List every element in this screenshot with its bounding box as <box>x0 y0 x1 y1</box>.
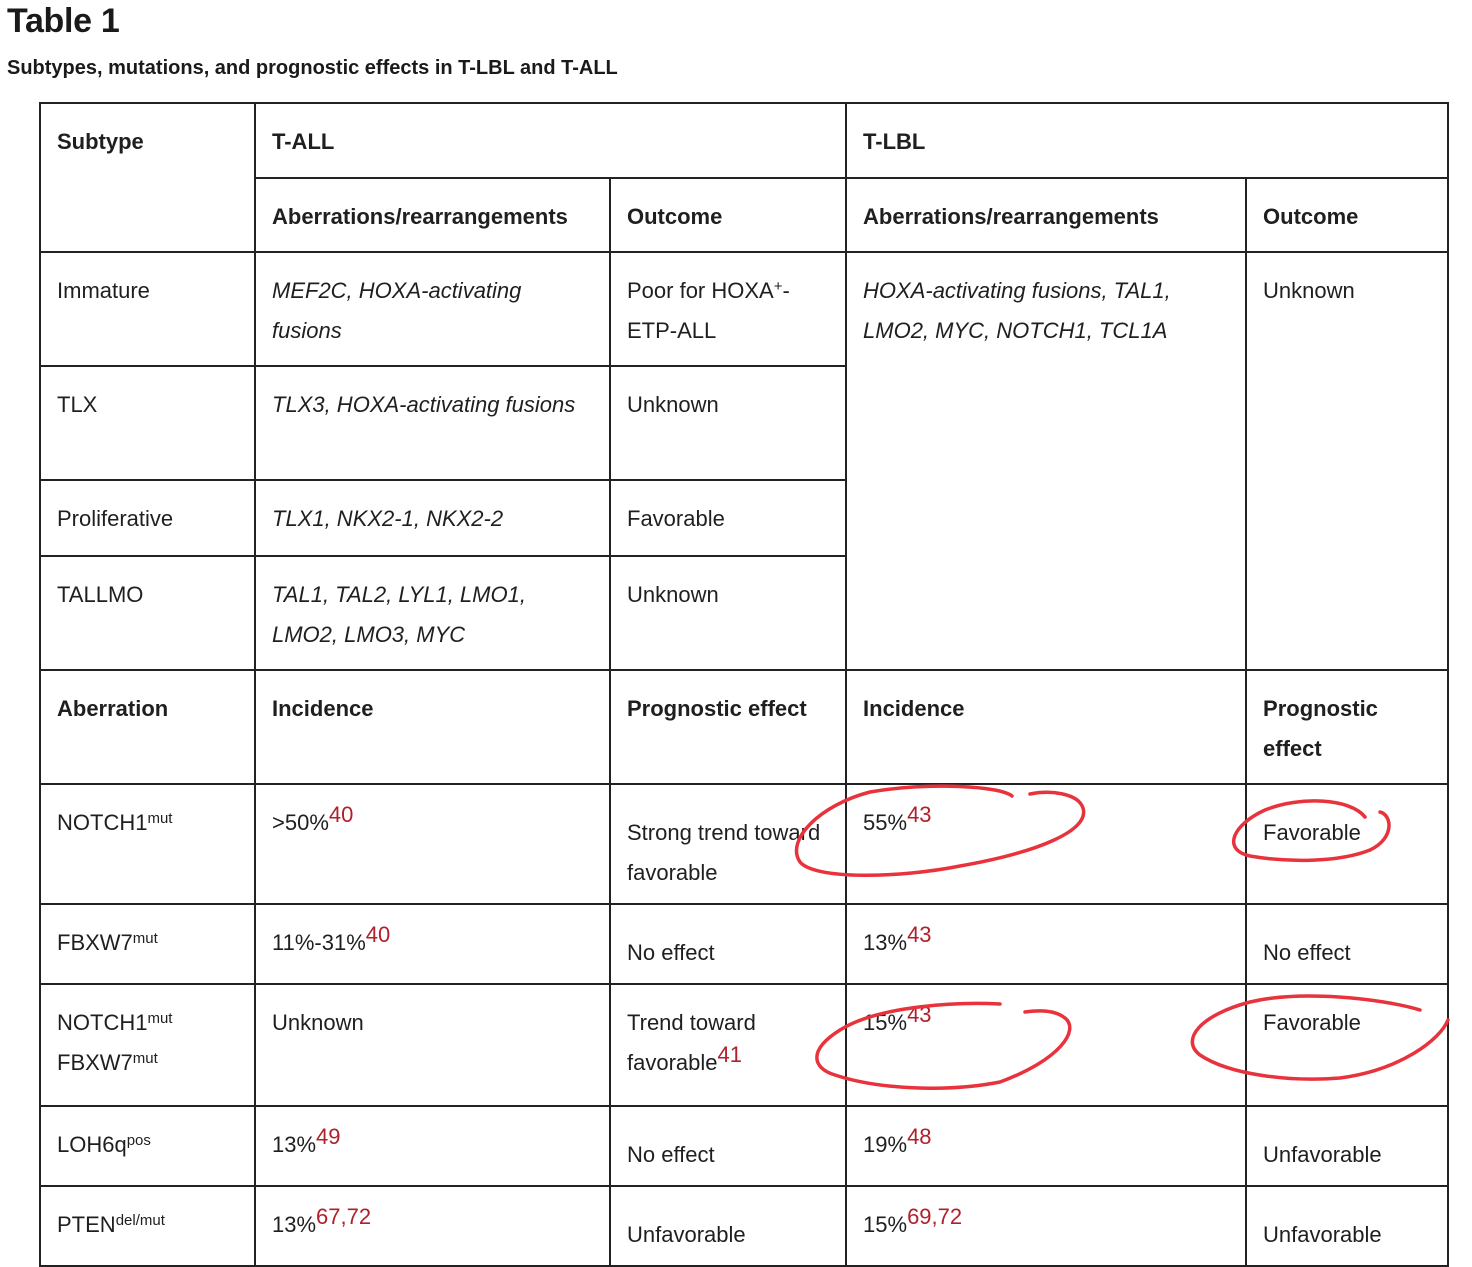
aberration-name: $NOTCH1^{mut}$ <box>40 784 255 904</box>
header-tlbl-prognostic: Prognostic effect <box>1246 670 1448 784</box>
tlbl-incidence: 13%$^{43}$ <box>846 904 1246 984</box>
tall-incidence: 13%$^{67,72}$ <box>255 1186 610 1266</box>
table-title: Table 1 <box>7 2 120 40</box>
aberration-name: $NOTCH1^{mut}$ $FBXW7^{mut}$ <box>40 984 255 1106</box>
tall-aberrations: TLX3, HOXA-activating fusions <box>255 366 610 480</box>
tlbl-aberrations: HOXA-activating fusions, TAL1, LMO2, MYC, NOTCH1, TCL1A <box>846 252 1246 670</box>
aberration-header-row <box>40 670 1448 784</box>
data-table <box>39 102 1449 1267</box>
tlbl-incidence: 15%$^{43}$ <box>846 984 1246 1106</box>
tall-outcome: Favorable <box>610 480 846 556</box>
tall-aberrations: TLX1, NKX2-1, NKX2-2 <box>255 480 610 556</box>
table-subtitle: Subtypes, mutations, and prognostic effects in T-LBL and T-ALL <box>7 57 618 79</box>
table-row <box>40 1186 1448 1266</box>
subtype-name: Immature <box>40 252 255 366</box>
tall-outcome: Poor for HOXA+-ETP-ALL <box>610 252 846 366</box>
table-row <box>40 1106 1448 1186</box>
tlbl-incidence: 55%$^{43}$ <box>846 784 1246 904</box>
header-tlbl-outcome: Outcome <box>1246 178 1448 252</box>
table-container <box>39 102 1447 1267</box>
header-tlbl-incidence: Incidence <box>846 670 1246 784</box>
table-row <box>40 984 1448 1106</box>
tall-incidence: Unknown <box>255 984 610 1106</box>
tlbl-effect: Unfavorable <box>1246 1186 1448 1266</box>
tlbl-effect: Favorable <box>1246 784 1448 904</box>
tlbl-effect: Favorable <box>1246 984 1448 1106</box>
header-tlbl-aberrations: Aberrations/rearrangements <box>846 178 1246 252</box>
aberration-name: $FBXW7^{mut}$ <box>40 904 255 984</box>
tall-effect: No effect <box>610 1106 846 1186</box>
header-tall-incidence: Incidence <box>255 670 610 784</box>
tall-aberrations: TAL1, TAL2, LYL1, LMO1, LMO2, LMO3, MYC <box>255 556 610 670</box>
tall-effect: Strong trend toward favorable <box>610 784 846 904</box>
tall-incidence: 13%$^{49}$ <box>255 1106 610 1186</box>
tlbl-effect: No effect <box>1246 904 1448 984</box>
tall-incidence: 11%-31%$^{40}$ <box>255 904 610 984</box>
header-tall-prognostic: Prognostic effect <box>610 670 846 784</box>
table-row <box>40 252 1448 366</box>
header-tall-outcome: Outcome <box>610 178 846 252</box>
header-tall: T-ALL <box>255 103 846 178</box>
aberration-name: $PTEN^{del/mut}$ <box>40 1186 255 1266</box>
tlbl-incidence: 15%$^{69,72}$ <box>846 1186 1246 1266</box>
tall-incidence: >50%$^{40}$ <box>255 784 610 904</box>
tall-aberrations: MEF2C, HOXA-activating fusions <box>255 252 610 366</box>
header-tall-aberrations: Aberrations/rearrangements <box>255 178 610 252</box>
header-tlbl: T-LBL <box>846 103 1448 178</box>
subtype-name: TALLMO <box>40 556 255 670</box>
subtype-name: TLX <box>40 366 255 480</box>
tall-outcome: Unknown <box>610 366 846 480</box>
tall-effect: No effect <box>610 904 846 984</box>
header-row-top <box>40 103 1448 178</box>
tall-effect: Trend toward favorable$^{41}$ <box>610 984 846 1106</box>
header-subtype: Subtype <box>40 103 255 252</box>
aberration-name: $LOH6q^{pos}$ <box>40 1106 255 1186</box>
tlbl-incidence: 19%$^{48}$ <box>846 1106 1246 1186</box>
table-row <box>40 904 1448 984</box>
header-aberration: Aberration <box>40 670 255 784</box>
tall-effect: Unfavorable <box>610 1186 846 1266</box>
tlbl-effect: Unfavorable <box>1246 1106 1448 1186</box>
tlbl-outcome: Unknown <box>1246 252 1448 670</box>
table-row <box>40 784 1448 904</box>
tall-outcome: Unknown <box>610 556 846 670</box>
subtype-name: Proliferative <box>40 480 255 556</box>
